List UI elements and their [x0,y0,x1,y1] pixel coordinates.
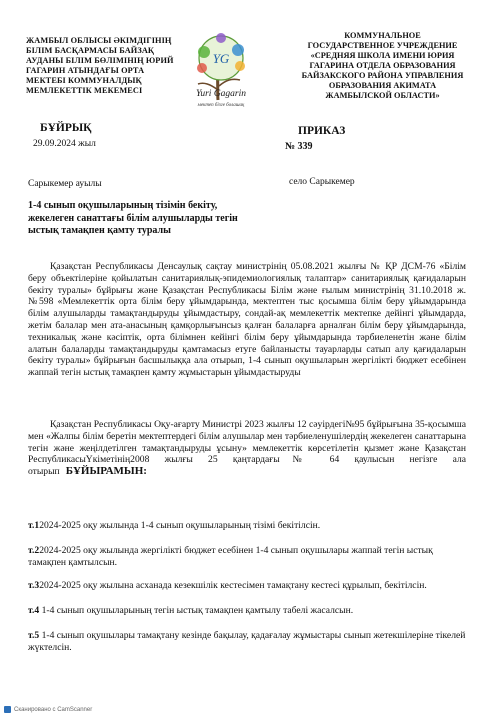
item-number: т.1 [28,520,40,531]
header-right-line: БАЙЗАКСКОГО РАЙОНА УПРАВЛЕНИЯ [301,71,464,80]
header-left-line: ЖАМБЫЛ ОБЛЫСЫ ӘКІМДІГІНІҢ [26,36,172,45]
header-right-line: ЖАМБЫЛСКОЙ ОБЛАСТИ» [325,91,440,100]
item-number: т.5 [28,630,40,641]
header-right-org [290,31,475,101]
logo-initials: YG [212,51,230,66]
order-title: 1-4 сынып оқушыларының тізімін бекіту, жекелеген санаттағы білім алушыларды тегін ыстық тамақпен қамту туралы [28,200,238,236]
school-logo [182,30,260,112]
order-number: № 339 [285,141,313,152]
item-number: т.4 [28,605,40,616]
order-heading-ru: ПРИКАЗ [298,125,346,137]
item-text: 1-4 сынып оқушылары тамақтану кезінде бақылау, қадағалау жұмыстары сынып жетекшілеріне тікелей жүктелсін. [28,630,466,653]
header-left-line: ГАГАРИН АТЫНДАҒЫ ОРТА [26,66,145,75]
order-keyword: БҰЙЫРАМЫН: [65,465,147,478]
header-left-org [26,36,196,96]
preamble-paragraph-1 [28,261,466,379]
item-number: т.2 [28,545,40,556]
header-left-line: МЕКТЕБІ КОММУНАЛДЫҚ [26,76,142,85]
village-ru: село Сарыкемер [289,177,355,187]
item-text: 2024-2025 оқу жылына асханада кезекшілік кестесімен тамақтану кестесі құрылып, бекітілсін. [39,580,427,591]
header-left-line: МЕМЛЕКЕТТІК МЕКЕМЕСІ [26,86,143,95]
order-heading-kz: БҰЙРЫҚ [40,122,92,134]
logo-tagline: мектеп бізге болашақ [197,103,245,108]
header-left-line: АУДАНЫ БІЛІМ БӨЛІМІНІҢ ЮРИЙ [26,56,174,65]
item-number: т.3 [28,580,40,591]
camscanner-icon [4,706,11,713]
order-date: 29.09.2024 жыл [33,139,96,149]
header-left-line: БІЛІМ БАСҚАРМАСЫ БАЙЗАҚ [26,46,155,55]
logo-name: Yuri Gagarin [195,89,247,99]
header-right-line: КОММУНАЛЬНОЕ [344,31,421,40]
header-right-line: «СРЕДНЯЯ ШКОЛА ИМЕНИ ЮРИЯ [310,51,455,60]
item-text: 1-4 сынып оқушыларының тегін ыстық тамақпен қамтылу табелі жасалсын. [39,605,354,616]
header-right-line: ОБРАЗОВАНИЯ АКИМАТА [328,81,437,90]
order-item [28,520,468,532]
order-item [28,580,468,592]
preamble-paragraph-2 [28,419,466,478]
scanner-text: Сканировано с CamScanner [14,707,93,714]
preamble-text-2: Қазақстан Республикасы Оқу-ағарту Министрі 2023 жылғы 12 сәуірдегі№95 бұйрығына 35-қосымша мен «Жалпы білім беретін мектептердегі білім алушылар мен тәрбиеленушілердің жекелеген санаттарына тегін және жеңілдетілген тамақтандыруды ұсыну» мемлекеттік көрсетілетін қызмет және Қазақстан РеспубликасыҮкіметінің2008 жылғы 25 қаңтардағы№ 64 қаулысын негізге ала отырып [28,419,466,478]
tree-logo-icon [182,30,260,112]
item-text: 2024-2025 оқу жылында 1-4 сынып оқушыларының тізімі бекітілсін. [39,520,321,531]
header-right-line: ГОСУДАРСТВЕННОЕ УЧРЕЖДЕНИЕ [307,41,458,50]
order-item [28,545,468,569]
preamble-text-1: Қазақстан Республикасы Денсаулық сақтау министрінің 05.08.2021 жылғы № ҚР ДСМ-76 «Білім беру объектілеріне қойылатын санитариялық-эпидемиологиялық талаптар» санитариялық қағидаларын бекіту туралы» бұйрығы және Қазақстан Республикасы Білім және ғылым министрінің 31.10.2018 ж. №598 «Мемлекеттік орта білім беру ұйымдарында, мектептен тыс қосымша білім беру ұйымдарында білім алушыларды тамақтандыруды ұйымдастыру, сондай-ақ мемлекеттік мектепке дейінгі ұйымдарда, жетім балалар мен ата-анасының қамқорлығынсыз қалған балаларға арналған білім беру ұйымдарында, техникалық және кәсіптік, орта білімнен кейінгі білім беру ұйымдарында тәрбиеленетін және білім алатын балаларды тамақтандыруды қамтамасыз етуге байланысты тауарларды сатып алу қағидаларын бекіту туралы» бұйрығын басшылыққа ала отырып, 1-4 сынып оқушыларын жергілікті бюджет есебінен жаппай тегін ыстық тамақпен қамту жұмыстарын ұйымдастыруды [28,261,466,379]
village-kz: Сарыкемер ауылы [28,179,102,189]
item-text: 2024-2025 оқу жылында жергілікті бюджет есебінен 1-4 сынып оқушылары жаппай тегін ыстық тамақпен қамтылсын. [28,545,433,568]
header-right-line: ГАГАРИНА ОТДЕЛА ОБРАЗОВАНИЯ [309,61,456,70]
order-item [28,630,468,654]
scanner-watermark [4,706,92,713]
order-item [28,605,468,617]
